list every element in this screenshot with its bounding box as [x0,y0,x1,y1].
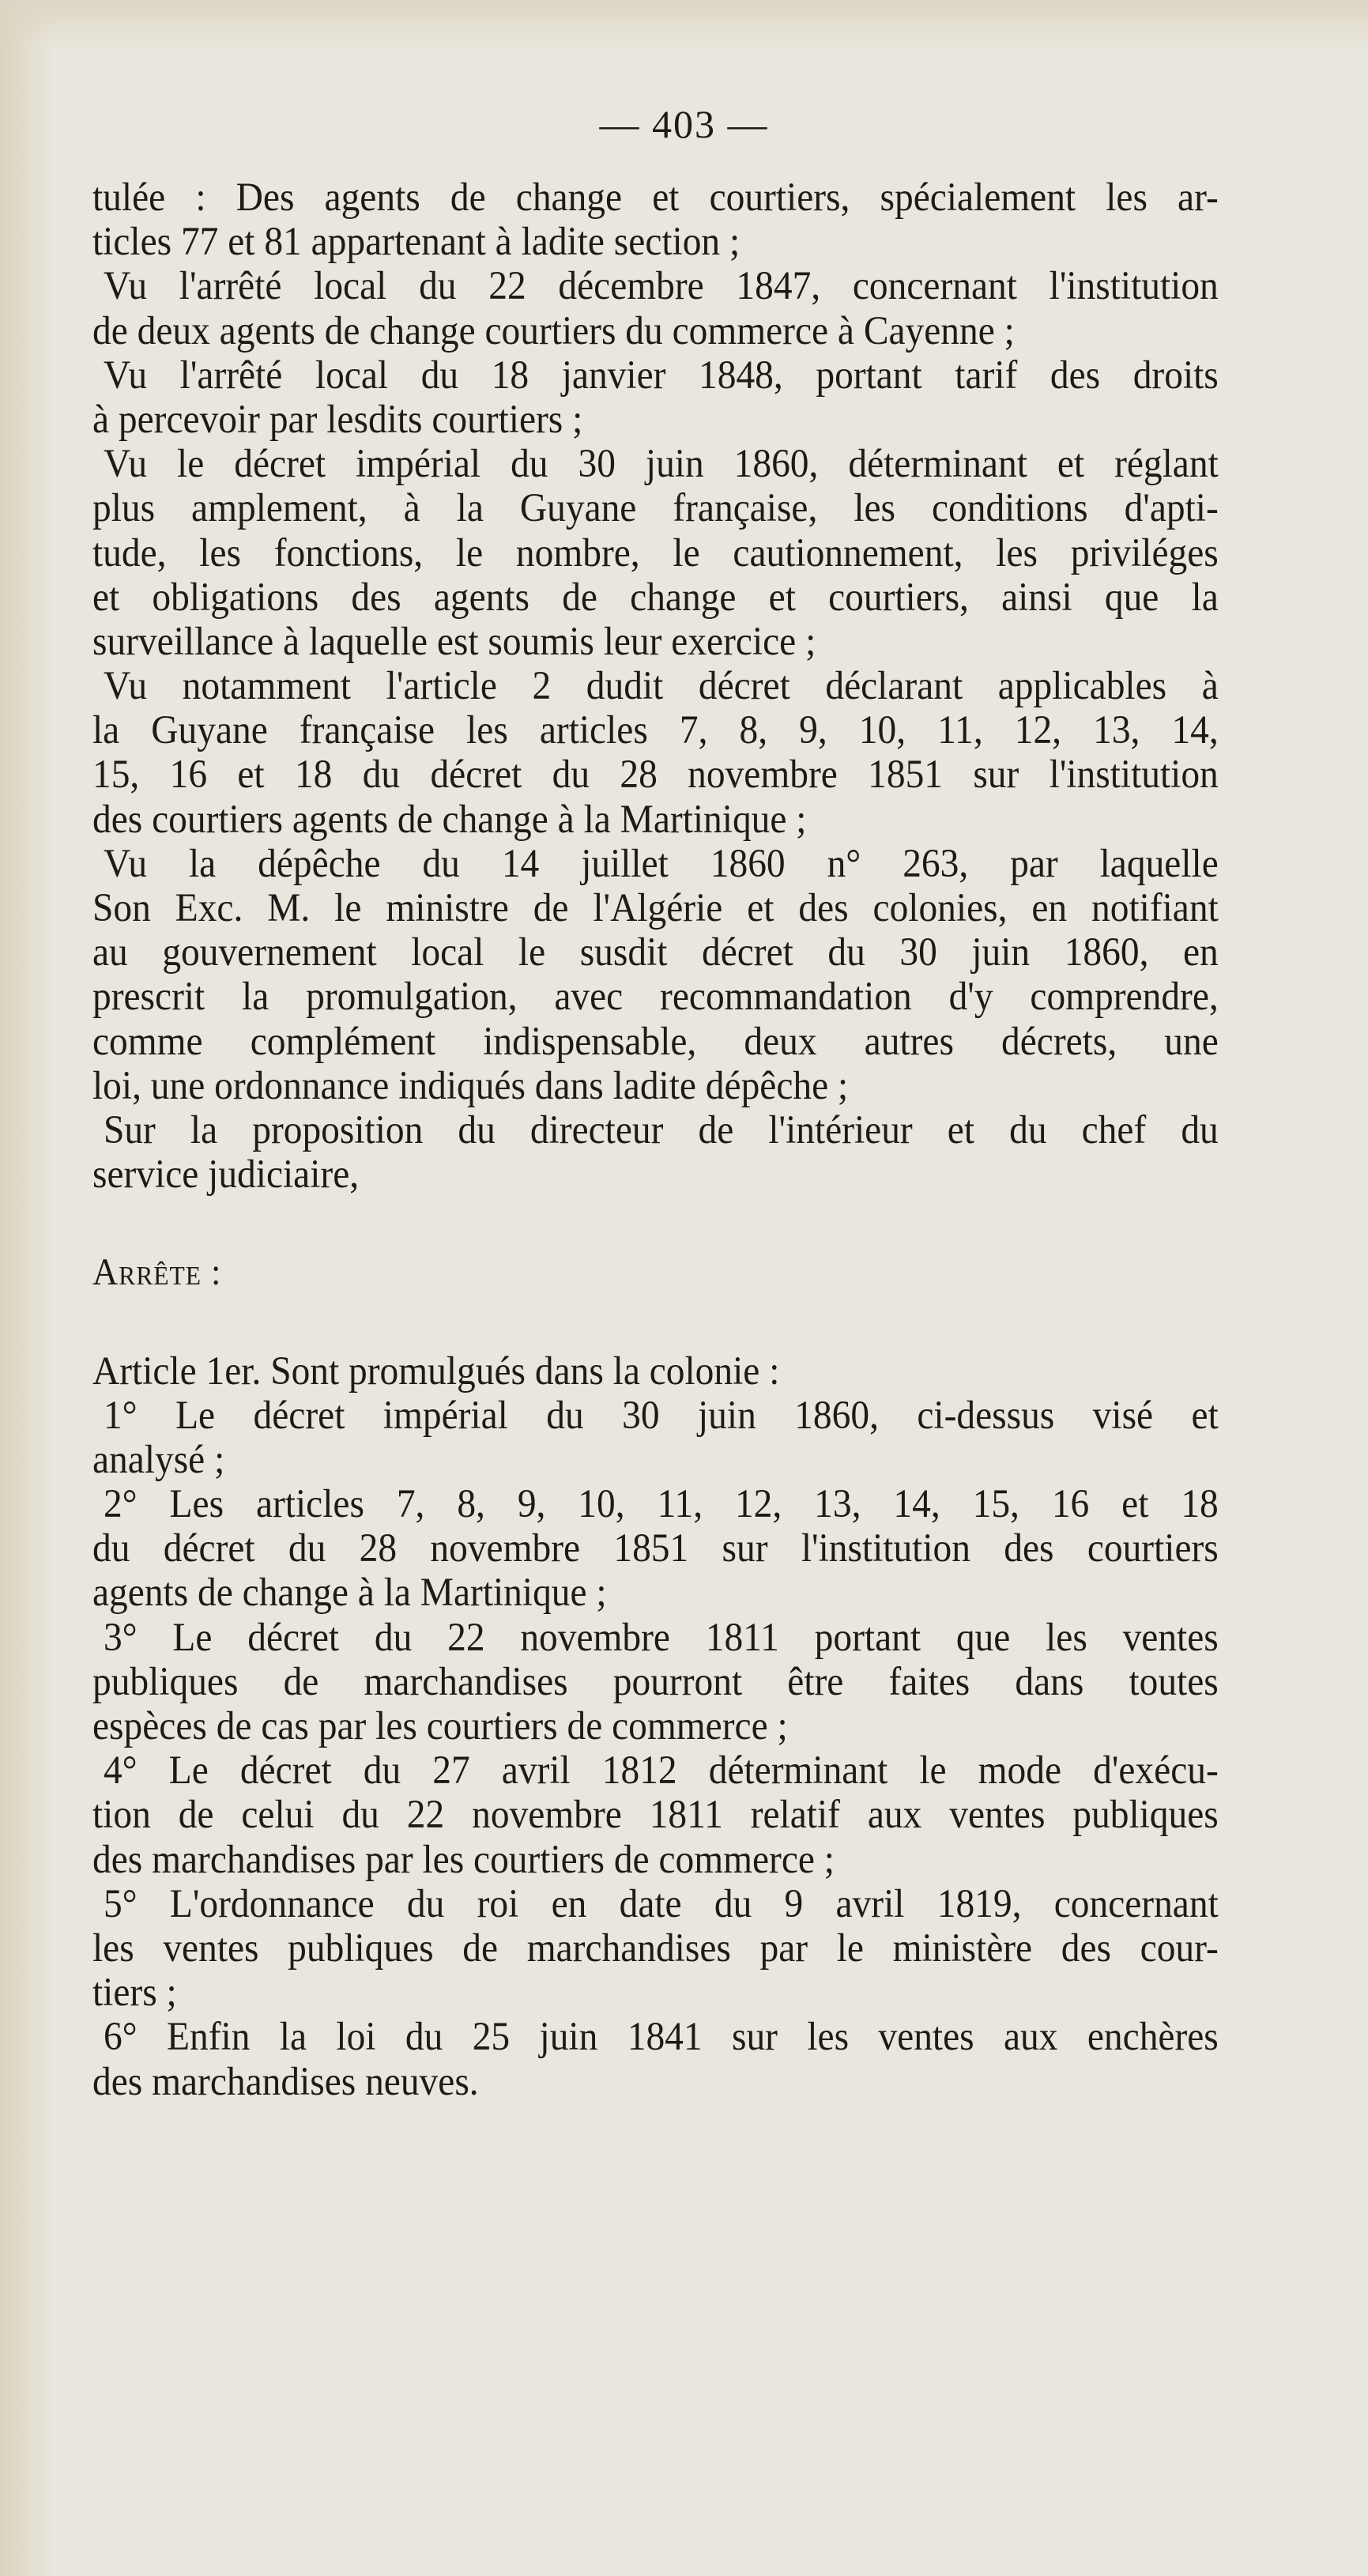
text-line: au gouvernement local le susdit décret du 30 juin 1860, en [92,930,1219,975]
text-line: les ventes publiques de marchandises par le ministère des cour- [92,1925,1219,1971]
paragraph-gap [92,1296,1219,1349]
text-line: prescrit la promulgation, avec recommandation d'y comprendre, [92,975,1219,1020]
text-line: espèces de cas par les courtiers de commerce ; [92,1704,788,1748]
text-line: Vu l'arrêté local du 22 décembre 1847, concernant l'institution [103,264,1219,309]
text-line: tulée : Des agents de change et courtiers, spécialement les ar- [92,175,1219,220]
text-line: Vu la dépêche du 14 juillet 1860 n° 263, par laquelle [103,841,1219,886]
text-line: des courtiers agents de change à la Martinique ; [92,797,807,842]
text-line: ticles 77 et 81 appartenant à ladite section ; [92,220,741,265]
text-line: agents de change à la Martinique ; [92,1571,607,1616]
text-line: des marchandises neuves. [92,2059,479,2104]
body-text [92,175,1219,2104]
text-line: du décret du 28 novembre 1851 sur l'institution des courtiers [92,1526,1219,1571]
text-line: tiers ; [92,1971,177,2016]
text-line: Son Exc. M. le ministre de l'Algérie et des colonies, en notifiant [92,886,1219,930]
text-line: publiques de marchandises pourront être faites dans toutes [92,1659,1219,1704]
text-line: analysé ; [92,1437,225,1482]
text-line: 4° Le décret du 27 avril 1812 déterminant le mode d'exécu- [103,1748,1219,1793]
text-line: la Guyane française les articles 7, 8, 9, 10, 11, 12, 13, 14, [92,708,1219,753]
text-line: des marchandises par les courtiers de commerce ; [92,1837,835,1882]
decree-heading: Arrête : [92,1251,222,1294]
text-line: Vu le décret impérial du 30 juin 1860, déterminant et réglant [103,442,1219,487]
text-line: tude, les fonctions, le nombre, le cautionnement, les priviléges [92,530,1219,575]
text-line: 3° Le décret du 22 novembre 1811 portant que les ventes [103,1615,1219,1660]
page-edge-shadow [0,0,55,2576]
text-line: surveillance à laquelle est soumis leur exercice ; [92,619,816,664]
text-line: 2° Les articles 7, 8, 9, 10, 11, 12, 13, 14, 15, 16 et 18 [103,1482,1219,1527]
text-line: 15, 16 et 18 du décret du 28 novembre 1851 sur l'institution [92,752,1219,798]
text-line: Vu l'arrêté local du 18 janvier 1848, portant tarif des droits [103,353,1219,398]
text-line: à percevoir par lesdits courtiers ; [92,397,583,442]
text-line: Sur la proposition du directeur de l'intérieur et du chef du [103,1107,1219,1152]
text-line: loi, une ordonnance indiqués dans ladite dépêche ; [92,1063,849,1108]
page-top-shadow [0,0,1368,47]
text-line: comme complément indispensable, deux autres décrets, une [92,1019,1219,1064]
text-line: 1° Le décret impérial du 30 juin 1860, ci-dessus visé et [103,1393,1219,1438]
text-line: tion de celui du 22 novembre 1811 relatif aux ventes publiques [92,1793,1219,1838]
text-line: plus amplement, à la Guyane française, les conditions d'apti- [92,486,1219,531]
text-line: et obligations des agents de change et courtiers, ainsi que la [92,575,1219,620]
page-number: — 403 — [599,102,769,146]
text-line: Article 1er. Sont promulgués dans la colonie : [92,1348,780,1394]
text-line: Vu notamment l'article 2 dudit décret déclarant applicables à [103,664,1219,709]
text-line: 5° L'ordonnance du roi en date du 9 avril 1819, concernant [103,1881,1219,1926]
paragraph-gap [92,1197,1219,1250]
text-line: service judiciaire, [92,1152,360,1197]
text-line: 6° Enfin la loi du 25 juin 1841 sur les ventes aux enchères [103,2015,1219,2060]
text-line: de deux agents de change courtiers du commerce à Cayenne ; [92,308,1015,353]
